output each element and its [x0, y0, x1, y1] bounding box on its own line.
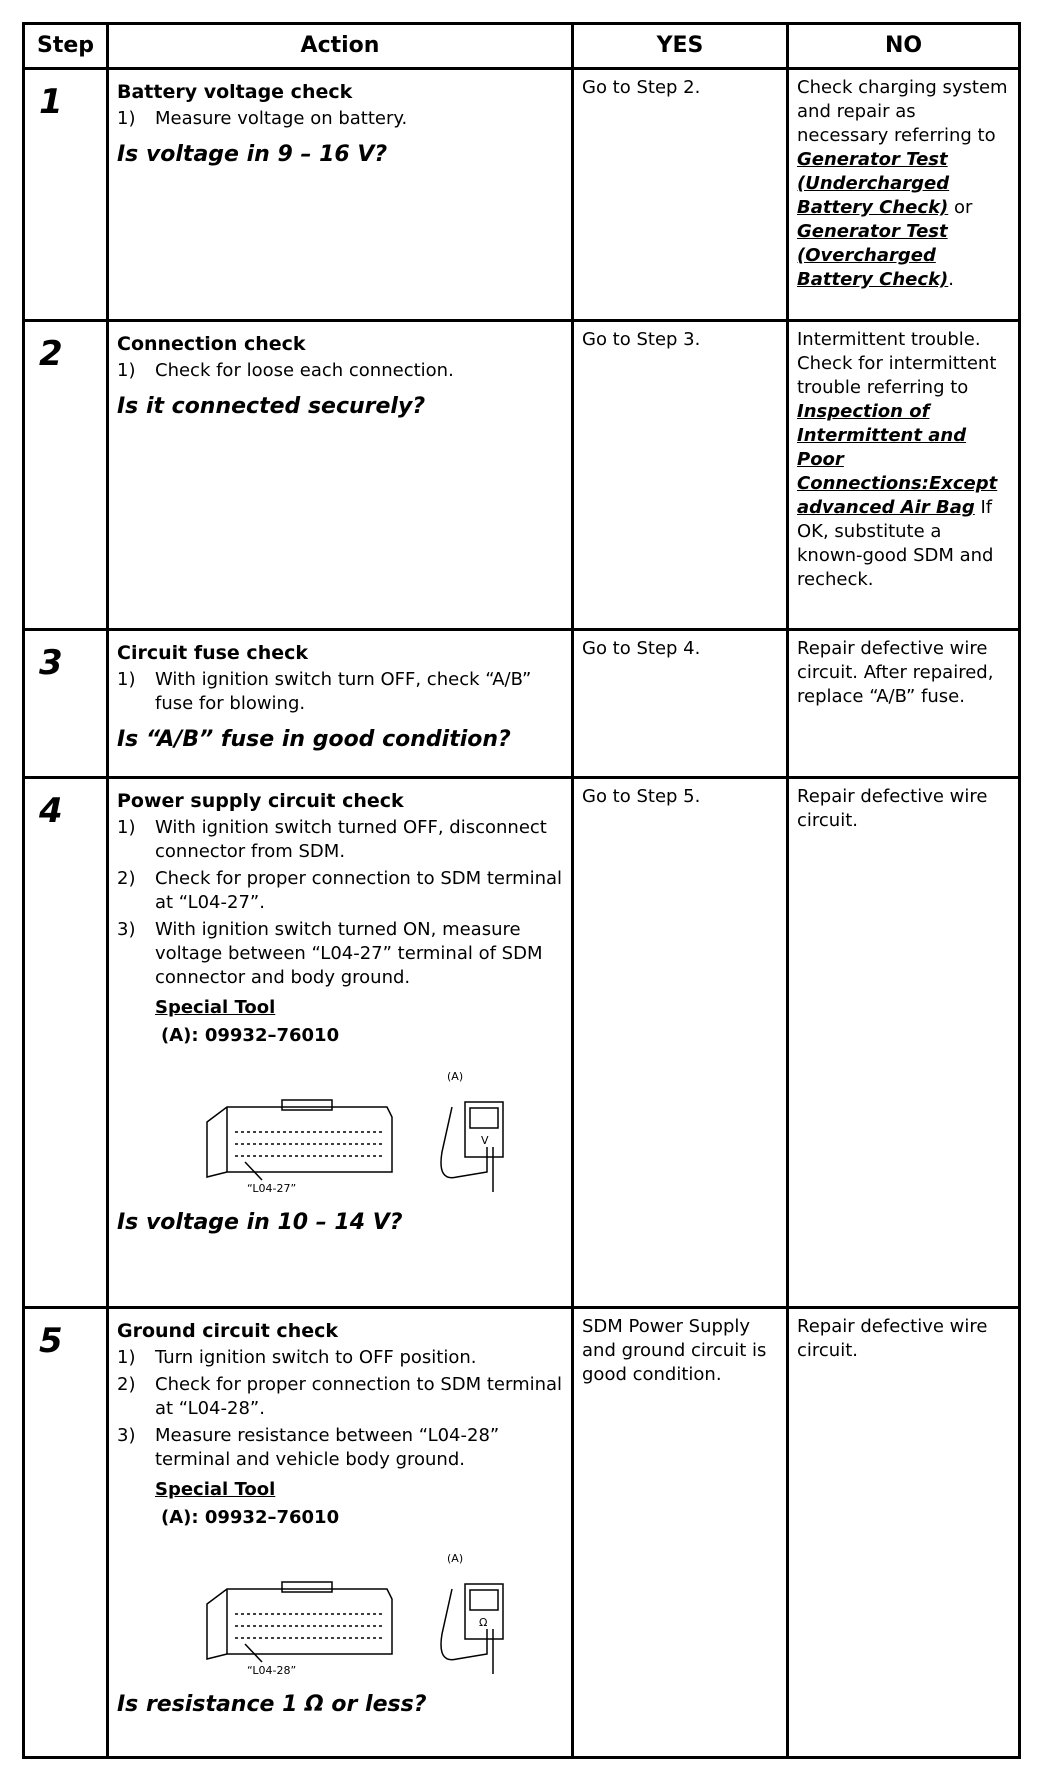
action-title: Circuit fuse check	[117, 642, 309, 664]
table-row	[24, 1308, 1020, 1758]
item-number: 1)	[117, 669, 136, 690]
connector-voltmeter-illustration	[187, 1062, 507, 1192]
header-step: Step	[24, 24, 108, 69]
link-inspection-intermittent[interactable]: Inspection of Intermittent and Poor Connections:Except advanced Air Bag	[797, 401, 998, 518]
no-text: Intermittent trouble. Check for intermittent trouble referring to	[797, 329, 997, 398]
yes-cell: Go to Step 2.	[573, 69, 788, 321]
step-number: 3	[24, 630, 108, 778]
header-yes: YES	[573, 24, 788, 69]
action-cell	[108, 321, 573, 630]
action-title: Battery voltage check	[117, 81, 353, 103]
action-item	[117, 107, 563, 131]
question: Is “A/B” fuse in good condition?	[117, 727, 511, 752]
item-text: Turn ignition switch to OFF position.	[155, 1347, 477, 1368]
no-cell: Repair defective wire circuit.	[788, 1308, 1020, 1758]
step-number: 1	[24, 69, 108, 321]
action-item	[117, 668, 563, 716]
step-number: 2	[24, 321, 108, 630]
diagnostic-table	[22, 22, 1021, 1759]
fig-meter-symbol: Ω	[479, 1616, 488, 1629]
question: Is voltage in 9 – 16 V?	[117, 142, 388, 167]
special-tool-value: (A): 09932–76010	[161, 1507, 340, 1528]
special-tool	[155, 996, 563, 1048]
special-tool-label: Special Tool	[155, 997, 276, 1018]
action-title: Connection check	[117, 333, 306, 355]
no-text: .	[948, 269, 954, 290]
action-item	[117, 918, 563, 990]
action-title: Ground circuit check	[117, 1320, 339, 1342]
yes-cell: Go to Step 4.	[573, 630, 788, 778]
item-text: Check for proper connection to SDM terminal at “L04-27”.	[155, 868, 563, 913]
action-item	[117, 1373, 563, 1421]
action-cell	[108, 1308, 573, 1758]
no-text: If OK, substitute a known-good SDM and recheck.	[797, 497, 994, 590]
question: Is it connected securely?	[117, 394, 426, 419]
fig-terminal-label: “L04-28”	[247, 1664, 297, 1674]
header-row	[24, 24, 1020, 69]
item-number: 1)	[117, 1347, 136, 1368]
no-cell: Repair defective wire circuit. After repaired, replace “A/B” fuse.	[788, 630, 1020, 778]
fig-tool-label: (A)	[447, 1552, 464, 1565]
table-row	[24, 630, 1020, 778]
action-item	[117, 867, 563, 915]
item-text: Measure resistance between “L04-28” terminal and vehicle body ground.	[155, 1425, 500, 1470]
item-number: 3)	[117, 919, 136, 940]
header-no: NO	[788, 24, 1020, 69]
item-text: Check for loose each connection.	[155, 360, 454, 381]
no-cell: Repair defective wire circuit.	[788, 778, 1020, 1308]
connector-ohmmeter-illustration	[187, 1544, 507, 1674]
item-text: With ignition switch turned ON, measure voltage between “L04-27” terminal of SDM connector and body ground.	[155, 919, 543, 988]
action-cell	[108, 778, 573, 1308]
fig-terminal-label: “L04-27”	[247, 1182, 297, 1192]
item-text: Measure voltage on battery.	[155, 108, 408, 129]
special-tool-value: (A): 09932–76010	[161, 1025, 340, 1046]
action-cell	[108, 630, 573, 778]
item-number: 1)	[117, 360, 136, 381]
item-number: 2)	[117, 1374, 136, 1395]
no-cell	[788, 69, 1020, 321]
step-number: 5	[24, 1308, 108, 1758]
header-action: Action	[108, 24, 573, 69]
item-text: With ignition switch turn OFF, check “A/B” fuse for blowing.	[155, 669, 532, 714]
fig-tool-label: (A)	[447, 1070, 464, 1083]
item-number: 1)	[117, 817, 136, 838]
action-item	[117, 359, 563, 383]
table-row	[24, 778, 1020, 1308]
special-tool-label: Special Tool	[155, 1479, 276, 1500]
link-generator-test-undercharged[interactable]: Generator Test (Undercharged Battery Check)	[797, 149, 950, 218]
fig-meter-symbol: V	[481, 1134, 489, 1147]
action-item	[117, 1424, 563, 1472]
no-cell	[788, 321, 1020, 630]
no-text: or	[948, 197, 973, 218]
question: Is voltage in 10 – 14 V?	[117, 1210, 403, 1235]
item-number: 2)	[117, 868, 136, 889]
action-title: Power supply circuit check	[117, 790, 404, 812]
yes-cell: Go to Step 3.	[573, 321, 788, 630]
question: Is resistance 1 Ω or less?	[117, 1692, 427, 1717]
action-item	[117, 816, 563, 864]
yes-cell: SDM Power Supply and ground circuit is good condition.	[573, 1308, 788, 1758]
item-number: 1)	[117, 108, 136, 129]
step-number: 4	[24, 778, 108, 1308]
item-text: Check for proper connection to SDM terminal at “L04-28”.	[155, 1374, 563, 1419]
table-row	[24, 321, 1020, 630]
yes-cell: Go to Step 5.	[573, 778, 788, 1308]
item-number: 3)	[117, 1425, 136, 1446]
table-row	[24, 69, 1020, 321]
no-text: Check charging system and repair as necessary referring to	[797, 77, 1008, 146]
special-tool	[155, 1478, 563, 1530]
item-text: With ignition switch turned OFF, disconnect connector from SDM.	[155, 817, 547, 862]
link-generator-test-overcharged[interactable]: Generator Test (Overcharged Battery Check)	[797, 221, 949, 290]
action-item	[117, 1346, 563, 1370]
action-cell	[108, 69, 573, 321]
